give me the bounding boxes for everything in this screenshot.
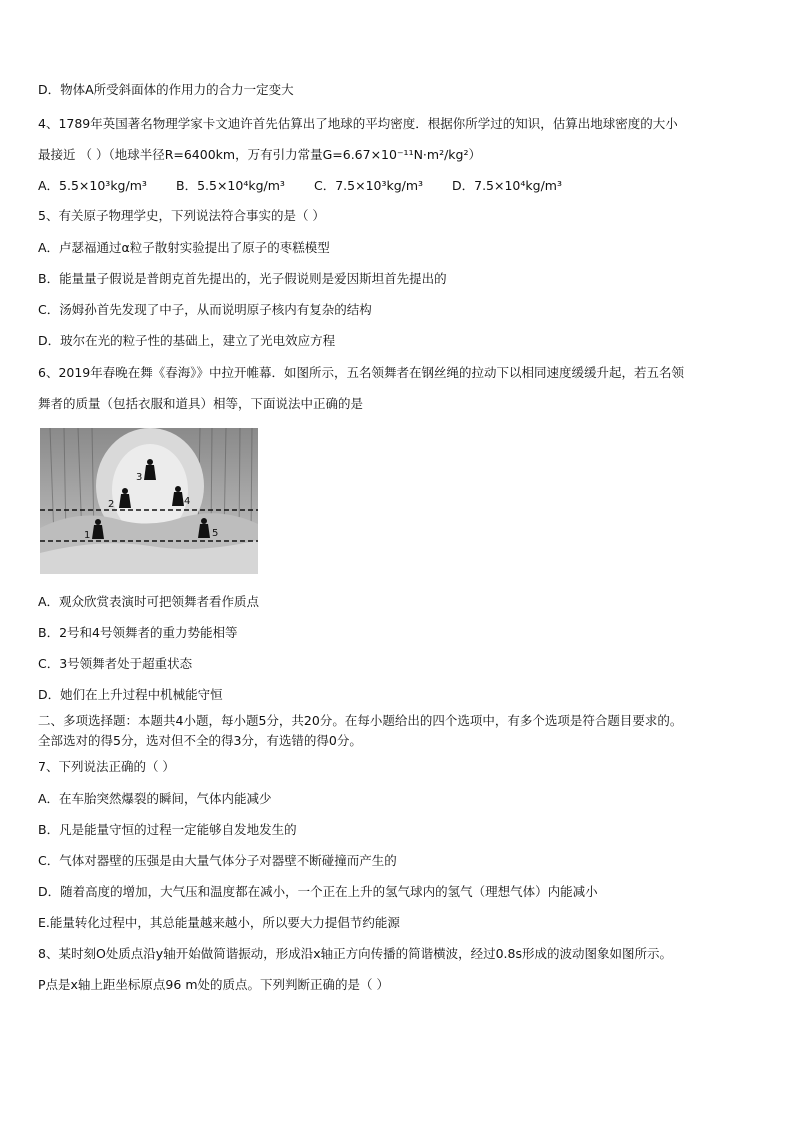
dancer-label-2: 2 [108,499,115,510]
q6-stem-line2: 舞者的质量（包括衣服和道具）相等，下面说法中正确的是 [38,396,364,411]
q7-option-c: C．气体对器壁的压强是由大量气体分子对器壁不断碰撞而产生的 [38,853,397,868]
dancer-label-5: 5 [212,528,219,539]
dancer-label-1: 1 [84,530,91,541]
q5-option-c: C．汤姆孙首先发现了中子，从而说明原子核内有复杂的结构 [38,302,372,317]
dancers-figure [40,428,258,574]
q5-option-a: A．卢瑟福通过α粒子散射实验提出了原子的枣糕模型 [38,240,330,255]
dancer-label-3: 3 [136,472,143,483]
q5-stem: 5、有关原子物理学史，下列说法符合事实的是（ ） [38,208,325,223]
q4-stem-line1: 4、1789年英国著名物理学家卡文迪许首先估算出了地球的平均密度．根据你所学过的知识，估算出地球密度的大小 [38,116,678,131]
q4-option-c: C．7.5×10³kg/m³ [314,178,424,193]
q4-option-d: D．7.5×10⁴kg/m³ [452,178,562,193]
q7-option-a: A．在车胎突然爆裂的瞬间，气体内能减少 [38,791,272,806]
q6-stem-line1: 6、2019年春晚在舞《春海》》中拉开帷幕．如图所示，五名领舞者在钢丝绳的拉动下以相同速度缓缓升起，若五名领 [38,365,685,380]
q6-option-b: B．2号和4号领舞者的重力势能相等 [38,625,238,640]
q7-option-d: D．随着高度的增加，大气压和温度都在减小，一个正在上升的氢气球内的氢气（理想气体）内能减小 [38,884,598,899]
q8-stem-line1: 8、某时刻O处质点沿y轴开始做简谐振动，形成沿x轴正方向传播的简谐横波，经过0.8s形成的波动图象如图所示。 [38,946,672,961]
q6-option-d: D．她们在上升过程中机械能守恒 [38,687,223,702]
dancer-label-4: 4 [184,496,191,507]
q4-option-b: B．5.5×10⁴kg/m³ [176,178,285,193]
q3-option-d: D．物体A所受斜面体的作用力的合力一定变大 [38,82,294,97]
q5-option-d: D．玻尔在光的粒子性的基础上，建立了光电效应方程 [38,333,336,348]
q7-stem: 7、下列说法正确的（ ） [38,759,175,774]
q4-stem-line2: 最接近 （ ）（地球半径R=6400km，万有引力常量G=6.67×10⁻¹¹N·m²/kg²） [38,147,481,162]
section2-heading-line1: 二、多项选择题：本题共4小题，每小题5分，共20分。在每小题给出的四个选项中，有多个选项是符合题目要求的。 [38,713,683,728]
q6-option-a: A．观众欣赏表演时可把领舞者看作质点 [38,594,260,609]
q7-option-e: E.能量转化过程中，其总能量越来越小，所以要大力提倡节约能源 [38,915,400,930]
q4-options [38,178,562,194]
q8-stem-line2: P点是x轴上距坐标原点96 m处的质点。下列判断正确的是（ ） [38,977,389,992]
q6-option-c: C．3号领舞者处于超重状态 [38,656,193,671]
q7-option-b: B．凡是能量守恒的过程一定能够自发地发生的 [38,822,297,837]
q4-option-a: A．5.5×10³kg/m³ [38,178,147,193]
section2-heading-line2: 全部选对的得5分，选对但不全的得3分，有选错的得0分。 [38,733,362,748]
q5-option-b: B．能量量子假说是普朗克首先提出的，光子假说则是爱因斯坦首先提出的 [38,271,447,286]
